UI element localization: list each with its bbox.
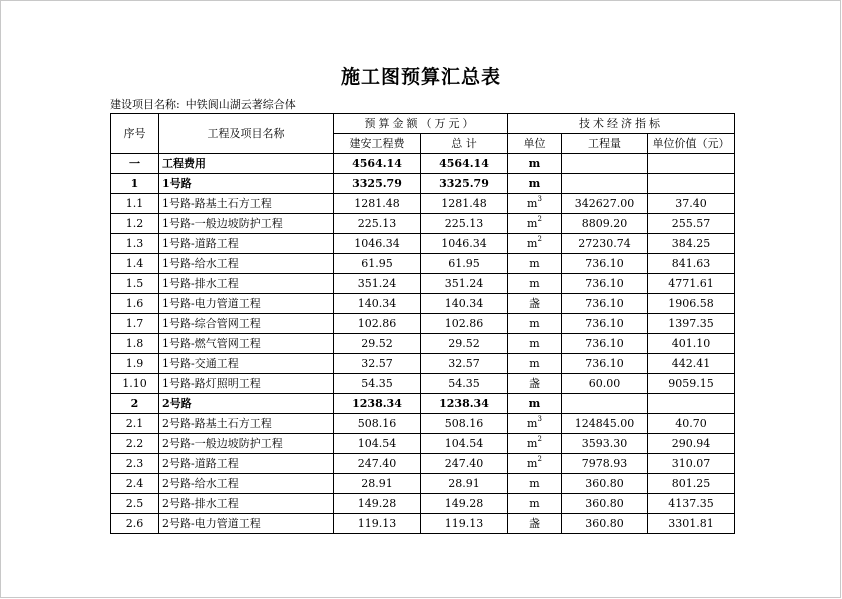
cell-unit: [508, 354, 562, 374]
cell-unit: [508, 394, 562, 414]
cell-unit: [508, 514, 562, 534]
cell-unit: [508, 414, 562, 434]
cell-total: 32.57: [421, 354, 508, 374]
cell-total: 54.35: [421, 374, 508, 394]
cell-seq: 1.6: [111, 294, 159, 314]
cell-item-name: 工程费用: [159, 154, 334, 174]
unit-text: m: [528, 397, 541, 410]
cell-item-name: 2号路-一般边坡防护工程: [159, 434, 334, 454]
table-row: [111, 194, 735, 214]
cell-total: 61.95: [421, 254, 508, 274]
cell-item-name: 1号路: [159, 174, 334, 194]
cell-install-cost: 29.52: [334, 334, 421, 354]
unit-exponent: 2: [537, 235, 542, 243]
cell-seq: 1.4: [111, 254, 159, 274]
unit-text: m: [529, 257, 540, 270]
cell-item-name: 1号路-路基土石方工程: [159, 194, 334, 214]
cell-unit: [508, 274, 562, 294]
cell-quantity: 360.80: [562, 514, 648, 534]
unit-text: 盏: [529, 297, 540, 310]
cell-seq: 2.6: [111, 514, 159, 534]
table-row: [111, 514, 735, 534]
cell-seq: 1.10: [111, 374, 159, 394]
cell-unit-price: 1906.58: [648, 294, 735, 314]
cell-unit-price: 384.25: [648, 234, 735, 254]
cell-unit: [508, 494, 562, 514]
cell-seq: 1.1: [111, 194, 159, 214]
cell-item-name: 2号路-给水工程: [159, 474, 334, 494]
project-label: 建设项目名称:: [110, 98, 180, 111]
cell-total: 225.13: [421, 214, 508, 234]
cell-total: 104.54: [421, 434, 508, 454]
unit-text: m: [529, 477, 540, 490]
cell-item-name: 2号路-路基土石方工程: [159, 414, 334, 434]
cell-install-cost: 4564.14: [334, 154, 421, 174]
unit-text: m: [527, 237, 538, 250]
cell-unit-price: 37.40: [648, 194, 735, 214]
table-row: [111, 314, 735, 334]
cell-install-cost: 1281.48: [334, 194, 421, 214]
cell-unit-price: 310.07: [648, 454, 735, 474]
cell-unit: [508, 294, 562, 314]
cell-quantity: 7978.93: [562, 454, 648, 474]
cell-item-name: 1号路-燃气管网工程: [159, 334, 334, 354]
cell-install-cost: 54.35: [334, 374, 421, 394]
cell-quantity: 736.10: [562, 354, 648, 374]
cell-quantity: 27230.74: [562, 234, 648, 254]
table-row: [111, 494, 735, 514]
cell-unit: [508, 194, 562, 214]
cell-install-cost: 225.13: [334, 214, 421, 234]
table-row: [111, 354, 735, 374]
table-row: [111, 454, 735, 474]
table-row: [111, 274, 735, 294]
cell-unit: [508, 434, 562, 454]
cell-item-name: 1号路-电力管道工程: [159, 294, 334, 314]
cell-install-cost: 3325.79: [334, 174, 421, 194]
unit-text: m: [528, 157, 541, 170]
unit-text: m: [527, 197, 538, 210]
cell-item-name: 2号路-道路工程: [159, 454, 334, 474]
cell-total: 1046.34: [421, 234, 508, 254]
cell-quantity: [562, 174, 648, 194]
cell-unit-price: 290.94: [648, 434, 735, 454]
cell-quantity: 736.10: [562, 314, 648, 334]
cell-quantity: 736.10: [562, 274, 648, 294]
cell-seq: 一: [111, 154, 159, 174]
cell-item-name: 2号路-排水工程: [159, 494, 334, 514]
cell-install-cost: 508.16: [334, 414, 421, 434]
cell-seq: 2: [111, 394, 159, 414]
cell-unit: [508, 334, 562, 354]
cell-install-cost: 102.86: [334, 314, 421, 334]
cell-unit: [508, 214, 562, 234]
header-item-name: 工程及项目名称: [159, 114, 334, 154]
cell-seq: 1.5: [111, 274, 159, 294]
cell-unit: [508, 154, 562, 174]
cell-quantity: 3593.30: [562, 434, 648, 454]
table-row: [111, 374, 735, 394]
cell-unit: [508, 174, 562, 194]
cell-unit-price: 841.63: [648, 254, 735, 274]
cell-install-cost: 140.34: [334, 294, 421, 314]
unit-text: m: [527, 437, 538, 450]
header-unit-price: 单位价值（元）: [648, 134, 735, 154]
cell-total: 1281.48: [421, 194, 508, 214]
cell-seq: 1.8: [111, 334, 159, 354]
cell-total: 29.52: [421, 334, 508, 354]
cell-quantity: [562, 154, 648, 174]
table-row: [111, 434, 735, 454]
cell-quantity: 736.10: [562, 254, 648, 274]
cell-quantity: 360.80: [562, 494, 648, 514]
cell-unit: [508, 454, 562, 474]
cell-total: 149.28: [421, 494, 508, 514]
unit-exponent: 2: [537, 435, 542, 443]
table-row: [111, 254, 735, 274]
header-install-cost: 建安工程费: [334, 134, 421, 154]
cell-item-name: 1号路-排水工程: [159, 274, 334, 294]
cell-total: 508.16: [421, 414, 508, 434]
unit-exponent: 3: [537, 415, 542, 423]
header-unit: 单位: [508, 134, 562, 154]
cell-unit-price: 442.41: [648, 354, 735, 374]
cell-unit-price: 801.25: [648, 474, 735, 494]
cell-unit: [508, 234, 562, 254]
cell-quantity: 8809.20: [562, 214, 648, 234]
header-tech-group: 技术经济指标: [508, 114, 735, 134]
header-seq: 序号: [111, 114, 159, 154]
cell-seq: 2.1: [111, 414, 159, 434]
cell-unit: [508, 374, 562, 394]
project-name: 中铁阆山湖云著综合体: [185, 98, 296, 111]
cell-item-name: 1号路-路灯照明工程: [159, 374, 334, 394]
cell-unit-price: 4771.61: [648, 274, 735, 294]
cell-install-cost: 351.24: [334, 274, 421, 294]
cell-unit-price: 3301.81: [648, 514, 735, 534]
cell-unit-price: [648, 154, 735, 174]
header-row-1: [111, 114, 735, 134]
cell-install-cost: 1046.34: [334, 234, 421, 254]
unit-text: m: [529, 317, 540, 330]
cell-seq: 2.5: [111, 494, 159, 514]
unit-text: m: [529, 337, 540, 350]
cell-seq: 2.3: [111, 454, 159, 474]
cell-total: 28.91: [421, 474, 508, 494]
table-row: [111, 294, 735, 314]
cell-seq: 2.4: [111, 474, 159, 494]
unit-text: 盏: [529, 517, 540, 530]
table-body: [111, 154, 735, 534]
unit-text: m: [529, 497, 540, 510]
cell-seq: 1.3: [111, 234, 159, 254]
table-row: [111, 174, 735, 194]
cell-unit-price: 1397.35: [648, 314, 735, 334]
project-line: [110, 96, 302, 112]
cell-item-name: 1号路-给水工程: [159, 254, 334, 274]
cell-seq: 1: [111, 174, 159, 194]
cell-install-cost: 119.13: [334, 514, 421, 534]
table-row: [111, 334, 735, 354]
header-quantity: 工程量: [562, 134, 648, 154]
document-title: 施工图预算汇总表: [340, 66, 501, 88]
unit-exponent: 2: [537, 215, 542, 223]
unit-text: 盏: [529, 377, 540, 390]
cell-item-name: 2号路-电力管道工程: [159, 514, 334, 534]
cell-seq: 1.2: [111, 214, 159, 234]
cell-total: 4564.14: [421, 154, 508, 174]
cell-seq: 2.2: [111, 434, 159, 454]
cell-unit-price: 9059.15: [648, 374, 735, 394]
cell-quantity: 360.80: [562, 474, 648, 494]
cell-item-name: 2号路: [159, 394, 334, 414]
unit-text: m: [527, 457, 538, 470]
unit-exponent: 2: [537, 455, 542, 463]
cell-install-cost: 61.95: [334, 254, 421, 274]
table-row: [111, 474, 735, 494]
header-budget-group: 预算金额（万元）: [334, 114, 508, 134]
cell-unit-price: 255.57: [648, 214, 735, 234]
cell-item-name: 1号路-综合管网工程: [159, 314, 334, 334]
cell-quantity: 342627.00: [562, 194, 648, 214]
cell-install-cost: 1238.34: [334, 394, 421, 414]
cell-quantity: 736.10: [562, 334, 648, 354]
unit-text: m: [527, 417, 538, 430]
cell-total: 1238.34: [421, 394, 508, 414]
cell-quantity: 124845.00: [562, 414, 648, 434]
unit-text: m: [529, 357, 540, 370]
table-row: [111, 414, 735, 434]
unit-text: m: [528, 177, 541, 190]
unit-exponent: 3: [537, 195, 542, 203]
header-total: 总 计: [421, 134, 508, 154]
cell-seq: 1.9: [111, 354, 159, 374]
cell-install-cost: 104.54: [334, 434, 421, 454]
cell-install-cost: 149.28: [334, 494, 421, 514]
cell-total: 3325.79: [421, 174, 508, 194]
cell-install-cost: 28.91: [334, 474, 421, 494]
cell-quantity: 736.10: [562, 294, 648, 314]
unit-text: m: [527, 217, 538, 230]
cell-quantity: [562, 394, 648, 414]
cell-unit-price: [648, 394, 735, 414]
cell-unit-price: [648, 174, 735, 194]
cell-seq: 1.7: [111, 314, 159, 334]
cell-item-name: 1号路-道路工程: [159, 234, 334, 254]
cell-install-cost: 247.40: [334, 454, 421, 474]
cell-total: 247.40: [421, 454, 508, 474]
cell-item-name: 1号路-一般边坡防护工程: [159, 214, 334, 234]
cell-unit: [508, 254, 562, 274]
cell-total: 119.13: [421, 514, 508, 534]
cell-quantity: 60.00: [562, 374, 648, 394]
cell-item-name: 1号路-交通工程: [159, 354, 334, 374]
cell-unit: [508, 474, 562, 494]
table-row: [111, 154, 735, 174]
cell-total: 102.86: [421, 314, 508, 334]
table-row: [111, 214, 735, 234]
cell-unit-price: 40.70: [648, 414, 735, 434]
cell-unit-price: 401.10: [648, 334, 735, 354]
cell-unit: [508, 314, 562, 334]
cell-total: 351.24: [421, 274, 508, 294]
cell-total: 140.34: [421, 294, 508, 314]
cell-install-cost: 32.57: [334, 354, 421, 374]
unit-text: m: [529, 277, 540, 290]
table-row: [111, 234, 735, 254]
cell-unit-price: 4137.35: [648, 494, 735, 514]
budget-summary-table: [110, 113, 735, 534]
table-row: [111, 394, 735, 414]
